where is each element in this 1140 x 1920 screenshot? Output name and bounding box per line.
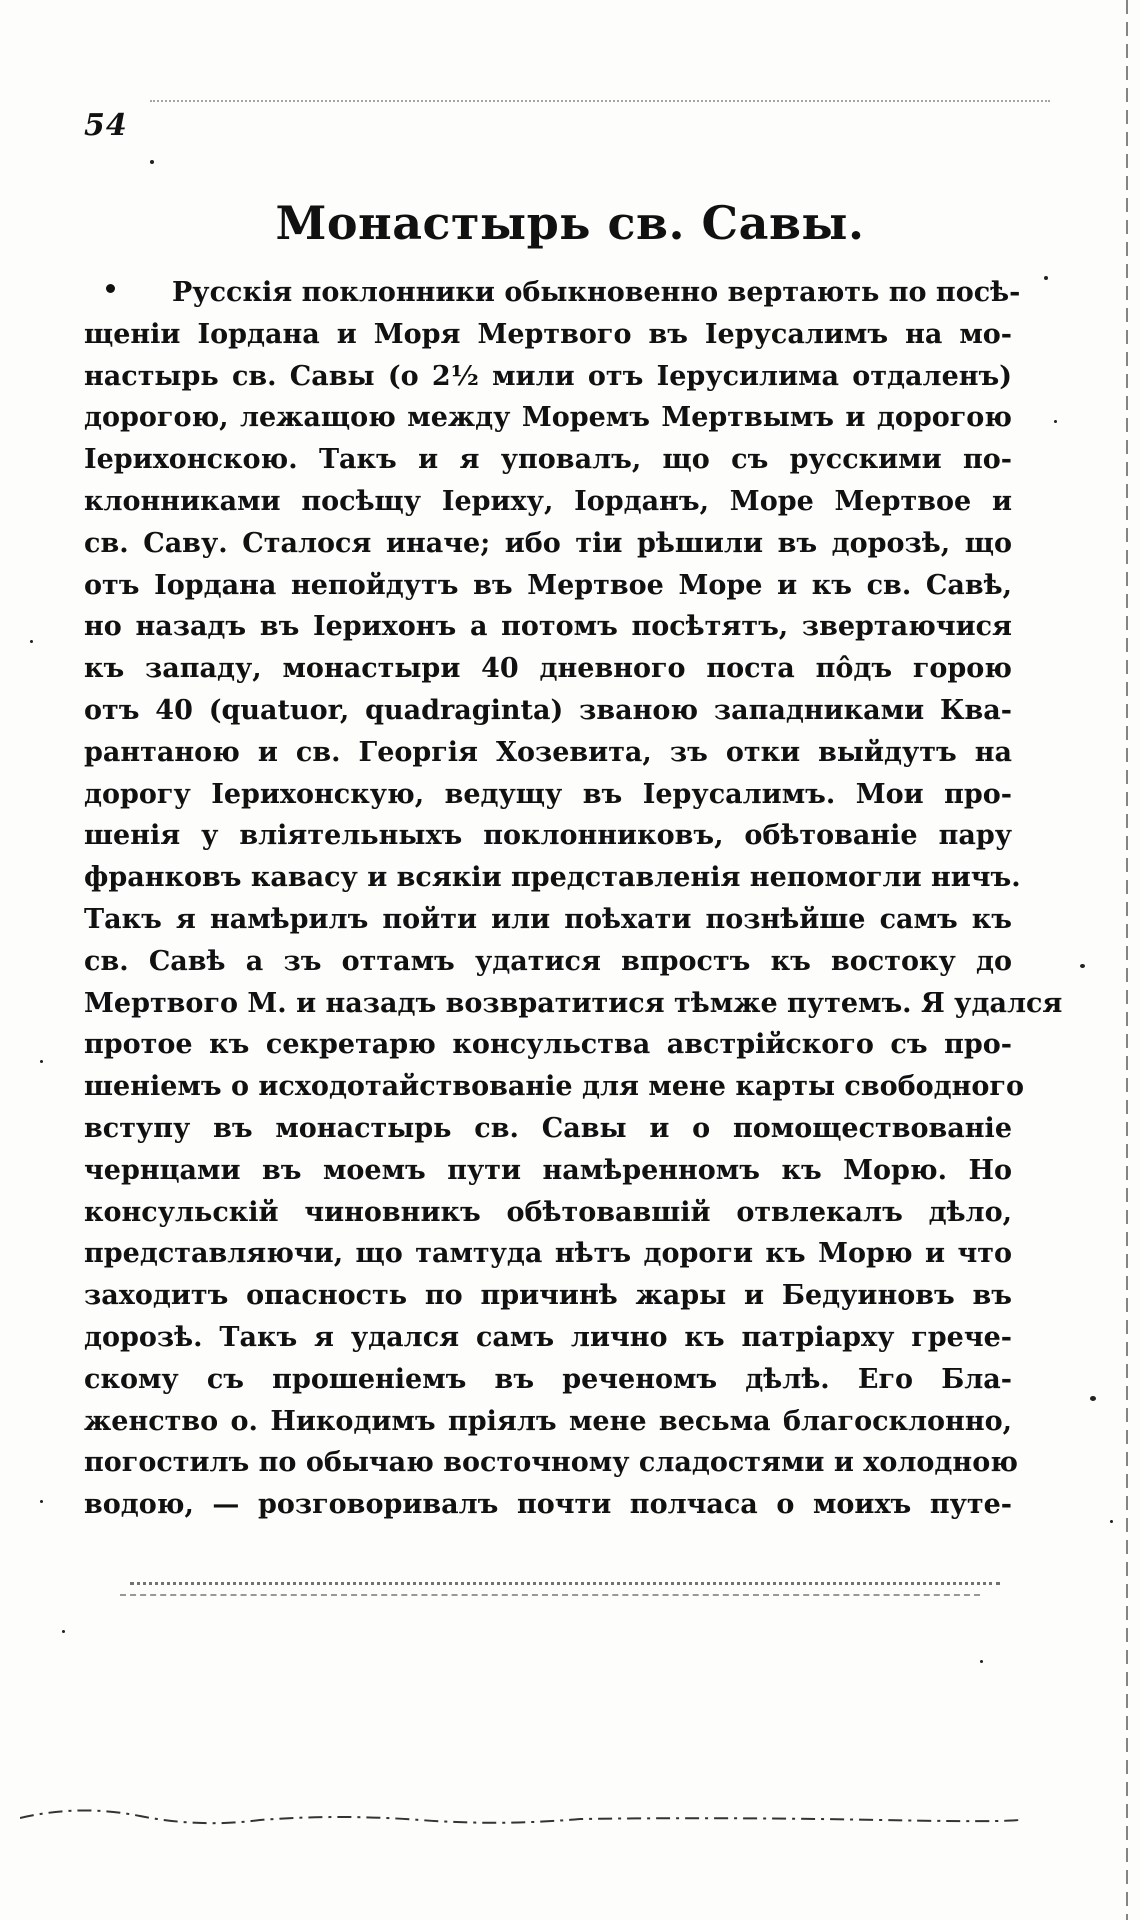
text-line: франковъ кавасу и всякіи представленія непомогли ничъ.	[84, 862, 1021, 894]
scan-noise-line	[130, 1582, 1000, 1589]
scan-speck	[1044, 276, 1048, 280]
scan-speck	[1090, 1396, 1096, 1401]
text-line: отъ 40 (quatuor, quadraginta) званою западниками Ква-	[84, 694, 1012, 726]
text-line: отъ Іордана непойдутъ въ Мертвое Море и къ св. Савѣ,	[84, 569, 1012, 601]
text-line: но назадъ въ Іерихонъ а потомъ посѣтятъ, звертаючися	[84, 611, 1012, 643]
text-line: шеніемъ о исходотайствованіе для мене карты свободного	[84, 1071, 1024, 1103]
text-line: Такъ я намѣрилъ пойти или поѣхати познѣйше самъ къ	[84, 903, 1012, 935]
text-line: шенія у влiятельныхъ поклонниковъ, обѣтованіе пару	[84, 820, 1012, 852]
text-line: погостилъ по обычаю восточному сладостями и холодною	[84, 1447, 1018, 1479]
scan-speck	[1054, 420, 1057, 423]
text-line-content: Русскія поклонники обыкновенно вертають по посѣ-	[172, 277, 1021, 308]
text-line: св. Саву. Сталося иначе; ибо тіи рѣшили въ дорозѣ, що	[84, 527, 1012, 559]
page-number: 54	[84, 108, 128, 143]
text-line: протое къ секретарю консульства австрійского съ про-	[84, 1029, 1012, 1061]
body-text	[84, 272, 1063, 1526]
text-line: Іерихонскою. Такъ и я уповалъ, що съ русскими по-	[84, 444, 1012, 476]
scan-speck	[62, 1630, 65, 1633]
text-line: водою, — розговоривалъ почти полчаса о моихъ путе-	[84, 1489, 1012, 1521]
chapter-title: Монастырь св. Савы.	[275, 196, 865, 250]
scan-speck	[40, 1060, 43, 1063]
scan-noise-top	[150, 100, 1050, 108]
text-line: рантаною и св. Георгія Хозевита, зъ отки выйдутъ на	[84, 736, 1012, 768]
text-line: къ западу, монастыри 40 дневного поста пôдъ горою	[84, 653, 1012, 685]
binding-edge-rule	[1126, 0, 1128, 1920]
text-line: дорогою, лежащою между Моремъ Мертвымъ и дорогою	[84, 402, 1012, 434]
text-line: женство о. Никодимъ пріялъ мене весьма благосклонно,	[84, 1405, 1012, 1437]
text-line: щеніи Іордана и Моря Мертвого въ Іерусалимъ на мо-	[84, 318, 1012, 350]
text-line: консульскій чиновникъ обѣтовавшій отвлекалъ дѣло,	[84, 1196, 1012, 1228]
scan-speck	[980, 1660, 983, 1663]
text-line: клонниками посѣщу Іериху, Іорданъ, Море Мертвое и	[84, 485, 1012, 517]
text-line: представляючи, що тамтуда нѣтъ дороги къ Морю и что	[84, 1238, 1012, 1270]
scan-noise-bottom	[20, 1790, 1020, 1830]
text-line: Мертвого М. и назадъ возвратитися тѣмже путемъ. Я удался	[84, 987, 1063, 1019]
scan-speck	[40, 1500, 43, 1503]
text-line: вступу въ монастырь св. Савы и о помоществованіе	[84, 1112, 1012, 1144]
text-line	[84, 272, 1021, 314]
scan-speck	[1110, 1520, 1113, 1523]
scan-speck	[150, 160, 154, 164]
text-line: дорозѣ. Такъ я удался самъ лично къ патріарху грече-	[84, 1321, 1012, 1353]
text-line: св. Савѣ а зъ оттамъ удатися впростъ къ востоку до	[84, 945, 1012, 977]
text-line: заходитъ опасность по причинѣ жары и Бедуиновъ въ	[84, 1280, 1012, 1312]
bullet-mark	[106, 284, 115, 293]
text-line: дорогу Іерихонскую, ведущу въ Іерусалимъ. Мои про-	[84, 778, 1012, 810]
scan-speck	[1080, 964, 1085, 968]
text-line: скому съ прошеніемъ въ реченомъ дѣлѣ. Его Бла-	[84, 1363, 1012, 1395]
text-line: чернцами въ моемъ пути намѣренномъ къ Морю. Но	[84, 1154, 1012, 1186]
scan-noise-line	[120, 1594, 980, 1600]
text-line: настырь св. Савы (о 2½ мили отъ Іерусилима отдаленъ)	[84, 360, 1012, 392]
scan-speck	[30, 640, 33, 643]
